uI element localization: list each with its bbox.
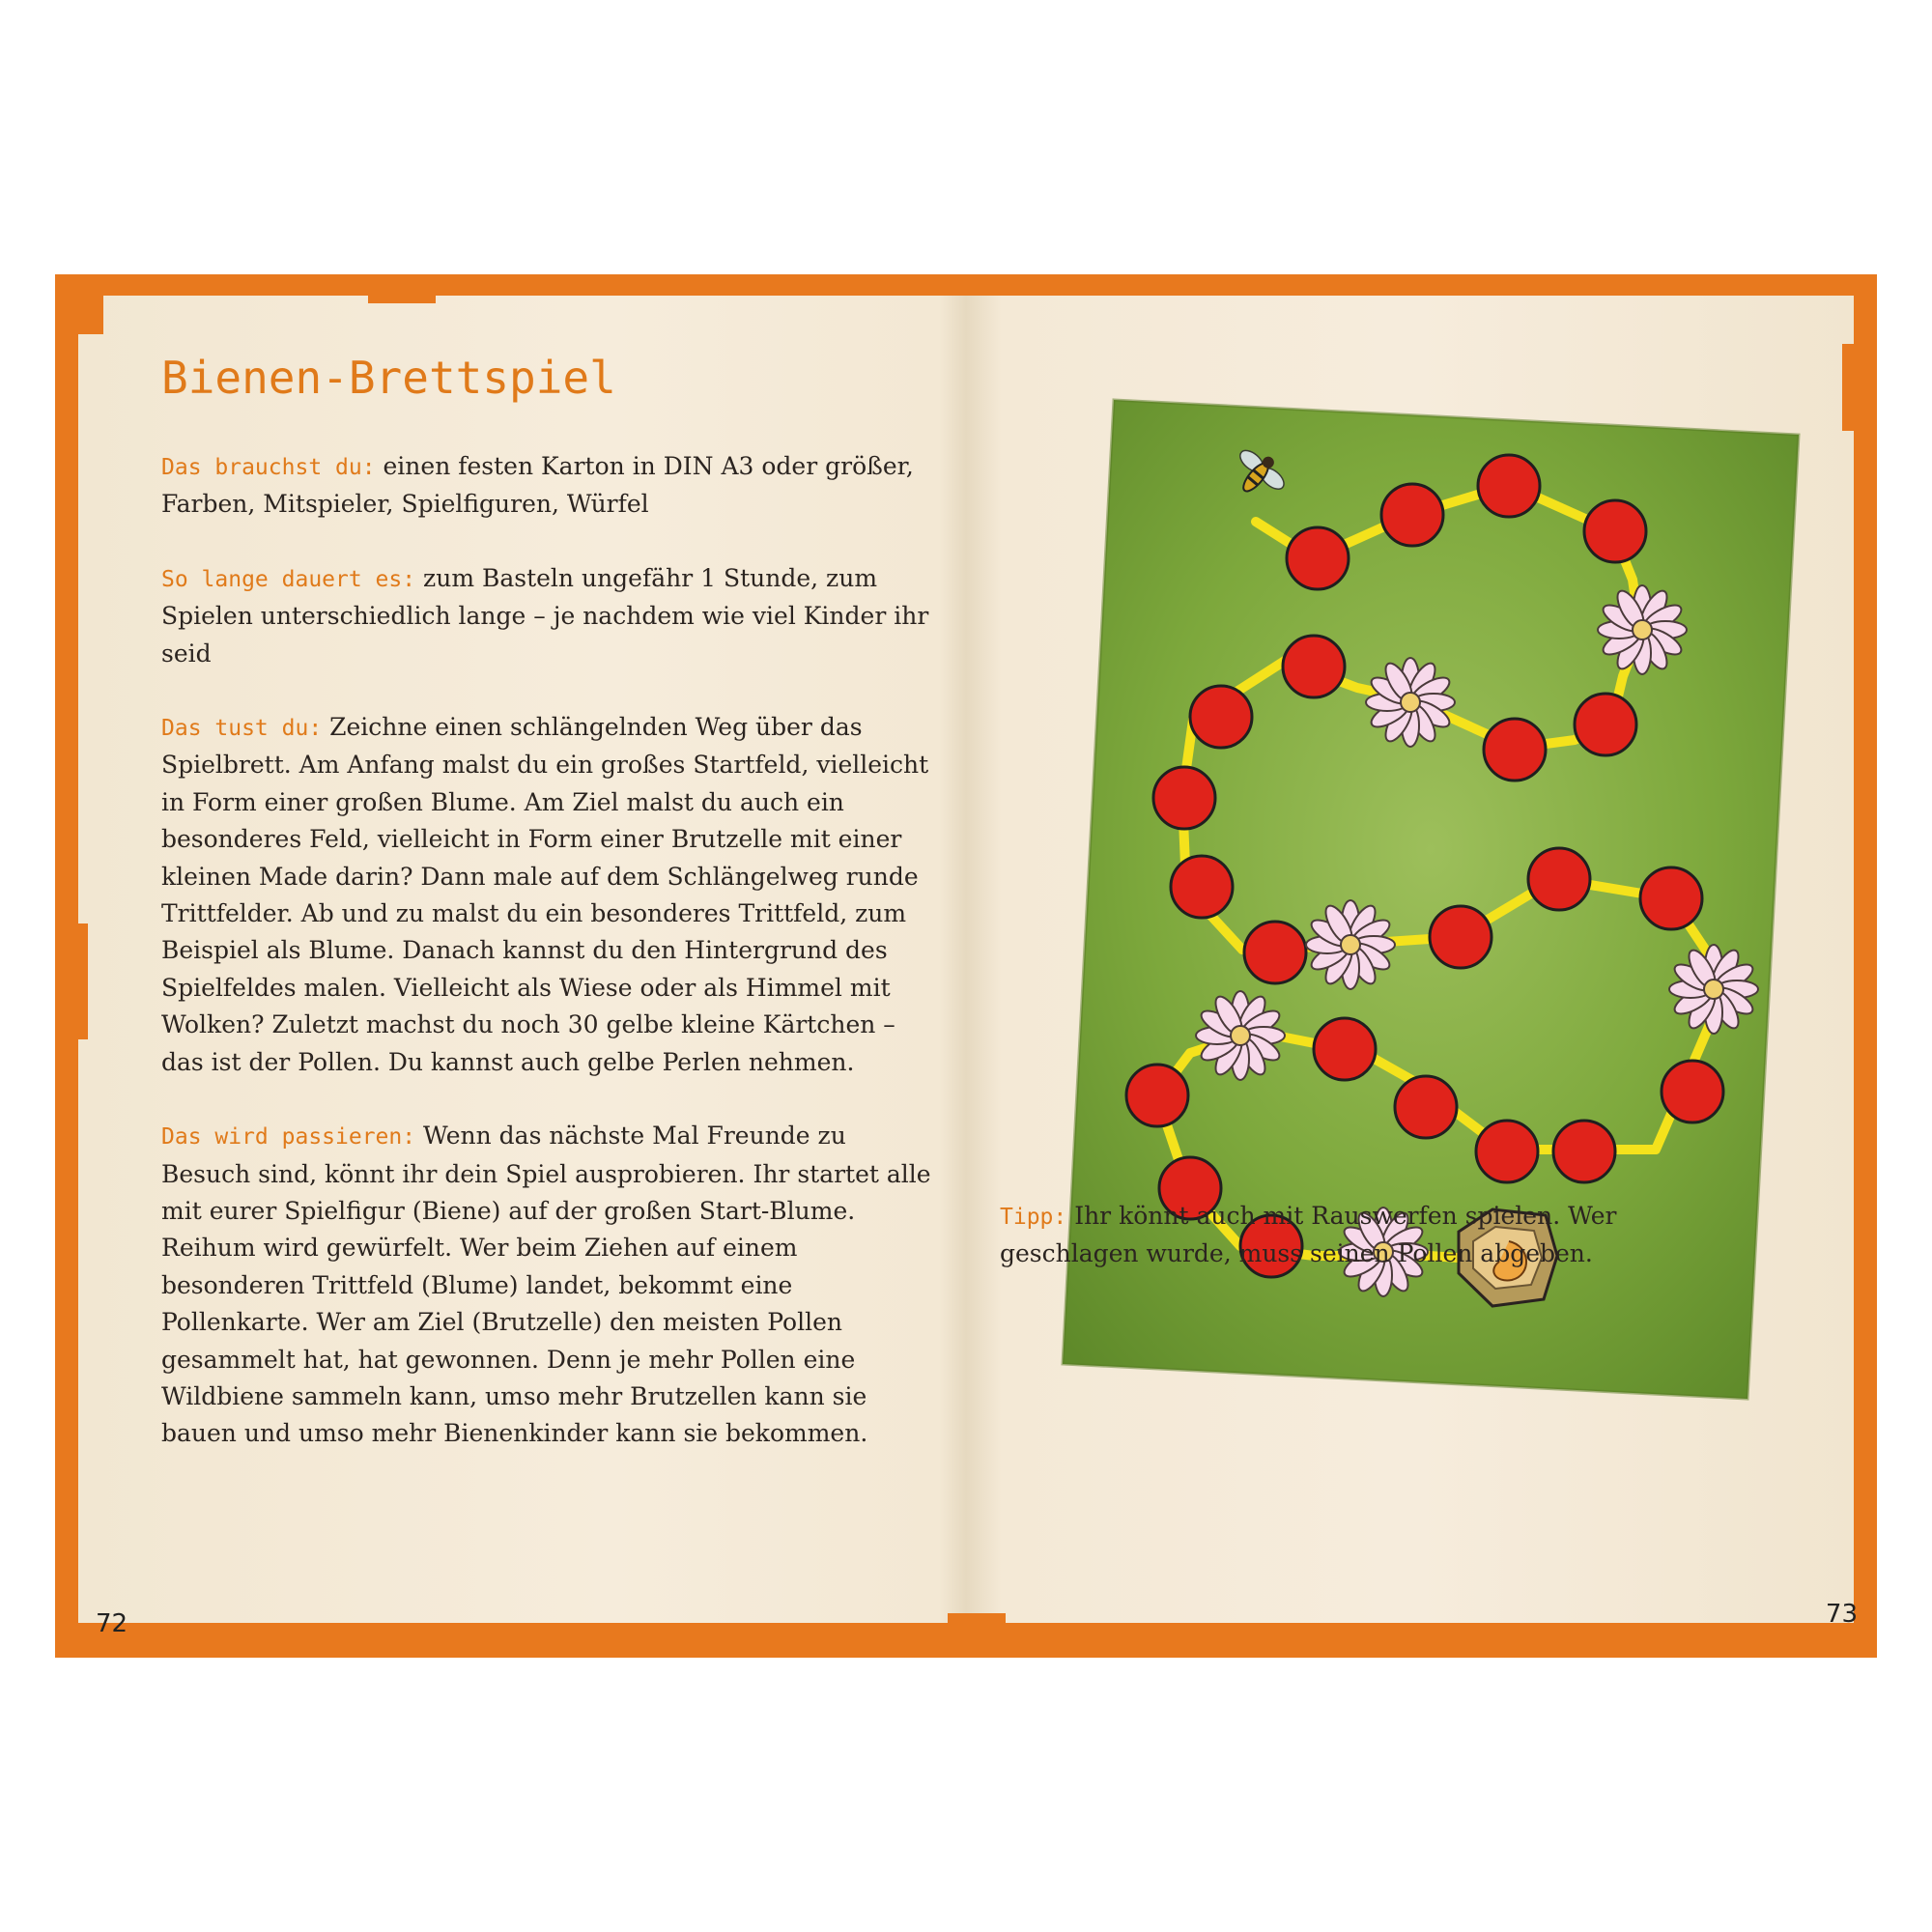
page-number-left: 72 (96, 1609, 128, 1638)
section-lead: Das tust du: (161, 716, 323, 742)
step-field (1283, 636, 1345, 697)
step-field (1244, 922, 1306, 983)
step-field (1528, 848, 1590, 910)
step-field (1662, 1061, 1723, 1122)
step-field (1584, 500, 1646, 562)
tip-lead: Tipp: (1000, 1205, 1067, 1230)
section-lead: So lange dauert es: (161, 566, 416, 592)
section-text: einen festen Karton in DIN A3 oder größer, Farben, Mitspieler, Spielfiguren, Würfel (161, 452, 914, 519)
step-field (1171, 856, 1233, 918)
step-field (1126, 1065, 1188, 1126)
tip-body: Ihr könnt auch mit Rauswerfen spielen. Wer geschlagen wurde, muss seinen Pollen abgeben. (1000, 1202, 1617, 1268)
step-field (1640, 867, 1702, 929)
section-lead: Das wird passieren: (161, 1124, 416, 1151)
step-field (1381, 484, 1443, 546)
section-text: Wenn das nächste Mal Freunde zu Besuch sind, könnt ihr dein Spiel ausprobieren. Ihr startet alle mit eurer Spielfigur (Biene) auf der großen Start-Blume. Reihum wird gewürfelt. Wer beim Ziehen auf einem besonderen Trittfeld (Blume) landet, bekommt eine Pollenkarte. Wer am Ziel (Brutzelle) den meisten Pollen gesammelt hat, hat gewonnen. Denn je mehr Pollen eine Wildbiene sammeln kann, umso mehr Brutzellen kann sie bauen und umso mehr Bienenkinder kann sie bekommen. (161, 1122, 931, 1448)
step-field (1190, 686, 1252, 748)
step-field (1553, 1121, 1615, 1182)
step-field (1287, 527, 1349, 589)
step-field (1575, 694, 1636, 755)
step-field (1314, 1018, 1376, 1080)
tip-text (1000, 1198, 1734, 1273)
step-field (1484, 719, 1546, 781)
step-field (1476, 1121, 1538, 1182)
page-number-right: 73 (1825, 1600, 1858, 1629)
section-text: zum Basteln ungefähr 1 Stunde, zum Spielen unterschiedlich lange – je nachdem wie viel Kinder ihr seid (161, 563, 929, 668)
page-title: Bienen-Brettspiel (161, 352, 616, 404)
step-field (1395, 1076, 1457, 1138)
step-field (1430, 906, 1492, 968)
step-field (1478, 455, 1540, 517)
section-lead: Das brauchst du: (161, 455, 376, 480)
step-field (1153, 767, 1215, 829)
section-text: Zeichne einen schlängelnden Weg über das Spielbrett. Am Anfang malst du ein großes Startfeld, vielleicht in Form einer großen Blume. Am Ziel malst du auch ein besonderes Feld, vielleicht in Form einer Brutzelle mit einer kleinen Made darin? Dann male auf dem Schlängelweg runde Trittfelder. Ab und zu malst du ein besonderes Trittfeld, zum Beispiel als Blume. Danach kannst du den Hintergrund des Spielfeldes malen. Vielleicht als Wiese oder als Himmel mit Wolken? Zuletzt machst du noch 30 gelbe kleine Kärtchen – das ist der Pollen. Du kannst auch gelbe Perlen nehmen. (161, 713, 929, 1076)
